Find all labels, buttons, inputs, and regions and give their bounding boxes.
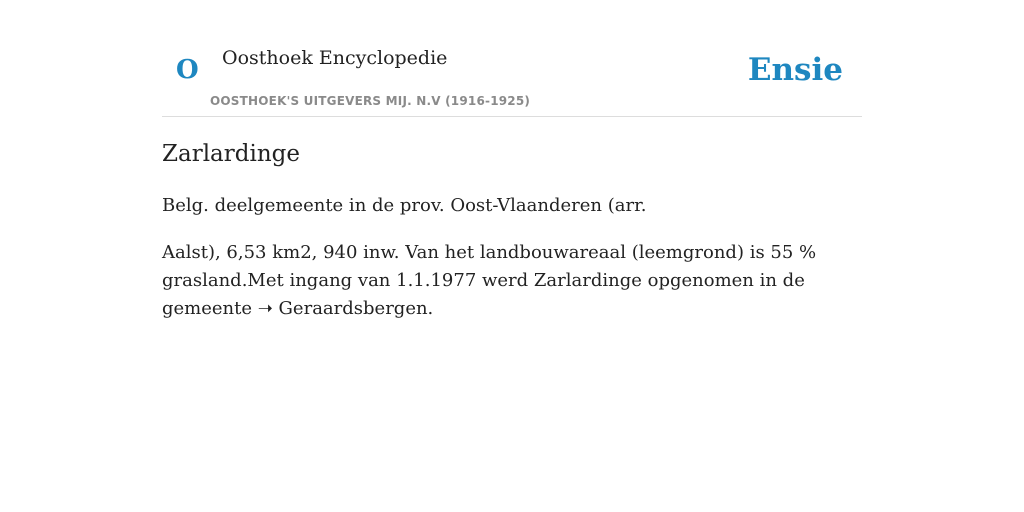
header xyxy=(162,0,862,117)
book-logo-icon[interactable]: O xyxy=(176,55,199,85)
entry-paragraph: Belg. deelgemeente in de prov. Oost-Vlaanderen (arr. xyxy=(162,195,647,216)
book-title-link[interactable]: Oosthoek Encyclopedie xyxy=(222,47,448,69)
publisher-label: OOSTHOEK'S UITGEVERS MIJ. N.V (1916-1925) xyxy=(210,94,531,108)
ensie-logo-link[interactable]: Ensie xyxy=(747,52,843,88)
page xyxy=(162,0,862,512)
entry-title: Zarlardinge xyxy=(162,141,300,167)
entry-paragraph: Aalst), 6,53 km2, 940 inw. Van het landbouwareaal (leemgrond) is 55 % grasland.Met ingang van 1.1.1977 werd Zarlardinge opgenomen in de gemeente ➝ Geraardsbergen. xyxy=(162,242,817,319)
